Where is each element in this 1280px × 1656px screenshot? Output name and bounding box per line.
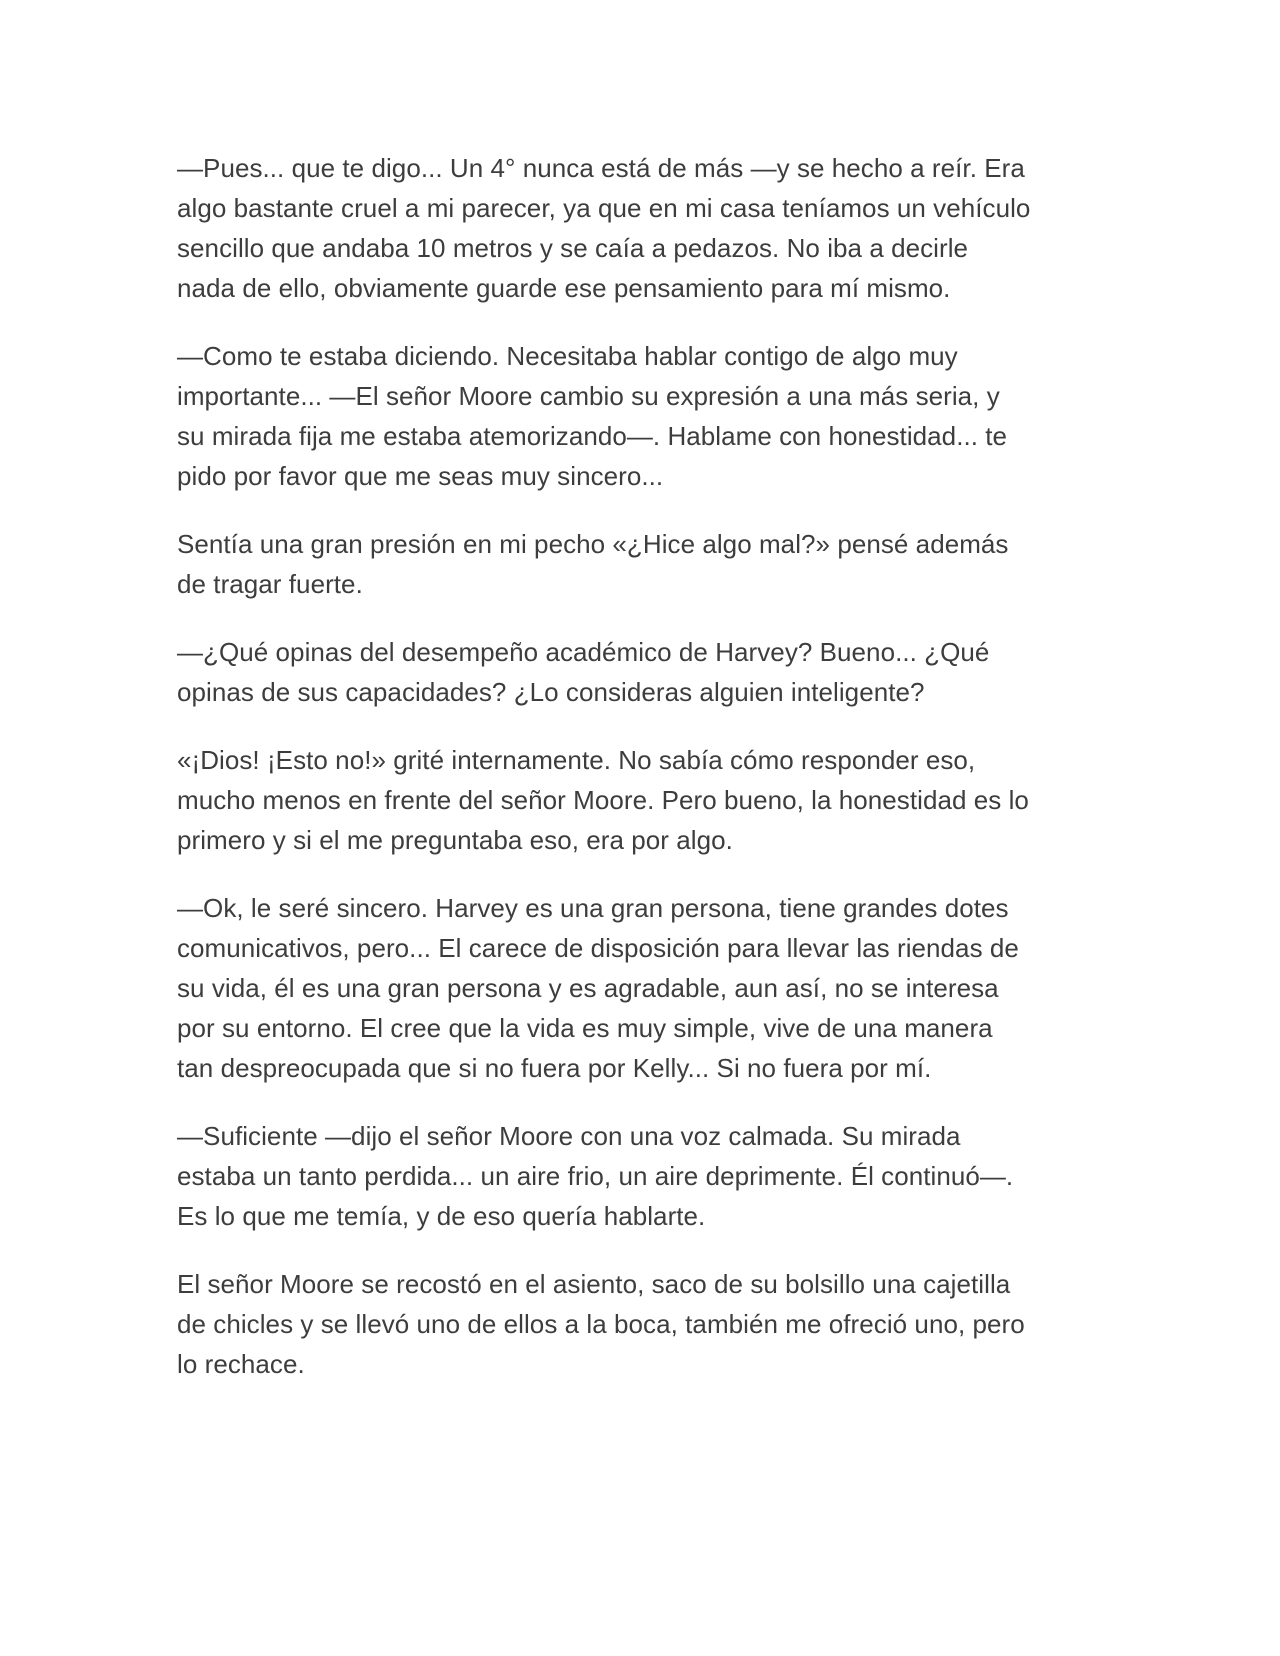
paragraph-line: importante... —El señor Moore cambio su expresión a una más seria, y <box>177 381 1000 411</box>
paragraph-line: de tragar fuerte. <box>177 569 363 599</box>
paragraph-line: Sentía una gran presión en mi pecho «¿Hice algo mal?» pensé además <box>177 529 1009 559</box>
paragraph-8 <box>177 1264 1107 1384</box>
paragraph-line: su mirada fija me estaba atemorizando—. Hablame con honestidad... te <box>177 421 1008 451</box>
paragraph-line: por su entorno. El cree que la vida es muy simple, vive de una manera <box>177 1013 993 1043</box>
paragraph-line: —Pues... que te digo... Un 4° nunca está de más —y se hecho a reír. Era <box>177 153 1025 183</box>
paragraph-2 <box>177 336 1107 496</box>
paragraph-line: de chicles y se llevó uno de ellos a la boca, también me ofreció uno, pero <box>177 1309 1025 1339</box>
paragraph-line: comunicativos, pero... El carece de disposición para llevar las riendas de <box>177 933 1019 963</box>
paragraph-line: «¡Dios! ¡Esto no!» grité internamente. No sabía cómo responder eso, <box>177 745 976 775</box>
paragraph-line: pido por favor que me seas muy sincero... <box>177 461 664 491</box>
document-body <box>177 148 1107 1412</box>
paragraph-line: El señor Moore se recostó en el asiento, saco de su bolsillo una cajetilla <box>177 1269 1011 1299</box>
paragraph-line: su vida, él es una gran persona y es agradable, aun así, no se interesa <box>177 973 999 1003</box>
paragraph-line: opinas de sus capacidades? ¿Lo consideras alguien inteligente? <box>177 677 925 707</box>
paragraph-7 <box>177 1116 1107 1236</box>
paragraph-line: —¿Qué opinas del desempeño académico de Harvey? Bueno... ¿Qué <box>177 637 990 667</box>
paragraph-line: nada de ello, obviamente guarde ese pensamiento para mí mismo. <box>177 273 951 303</box>
paragraph-line: lo rechace. <box>177 1349 305 1379</box>
paragraph-line: Es lo que me temía, y de eso quería hablarte. <box>177 1201 706 1231</box>
paragraph-1 <box>177 148 1107 308</box>
paragraph-5 <box>177 740 1107 860</box>
paragraph-3 <box>177 524 1107 604</box>
paragraph-line: —Ok, le seré sincero. Harvey es una gran persona, tiene grandes dotes <box>177 893 1009 923</box>
paragraph-line: sencillo que andaba 10 metros y se caía a pedazos. No iba a decirle <box>177 233 969 263</box>
paragraph-6 <box>177 888 1107 1088</box>
paragraph-line: mucho menos en frente del señor Moore. Pero bueno, la honestidad es lo <box>177 785 1029 815</box>
paragraph-line: primero y si el me preguntaba eso, era por algo. <box>177 825 733 855</box>
paragraph-line: algo bastante cruel a mi parecer, ya que en mi casa teníamos un vehículo <box>177 193 1031 223</box>
paragraph-4 <box>177 632 1107 712</box>
paragraph-line: tan despreocupada que si no fuera por Kelly... Si no fuera por mí. <box>177 1053 932 1083</box>
paragraph-line: —Como te estaba diciendo. Necesitaba hablar contigo de algo muy <box>177 341 958 371</box>
paragraph-line: estaba un tanto perdida... un aire frio, un aire deprimente. Él continuó—. <box>177 1161 1014 1191</box>
paragraph-line: —Suficiente —dijo el señor Moore con una voz calmada. Su mirada <box>177 1121 961 1151</box>
